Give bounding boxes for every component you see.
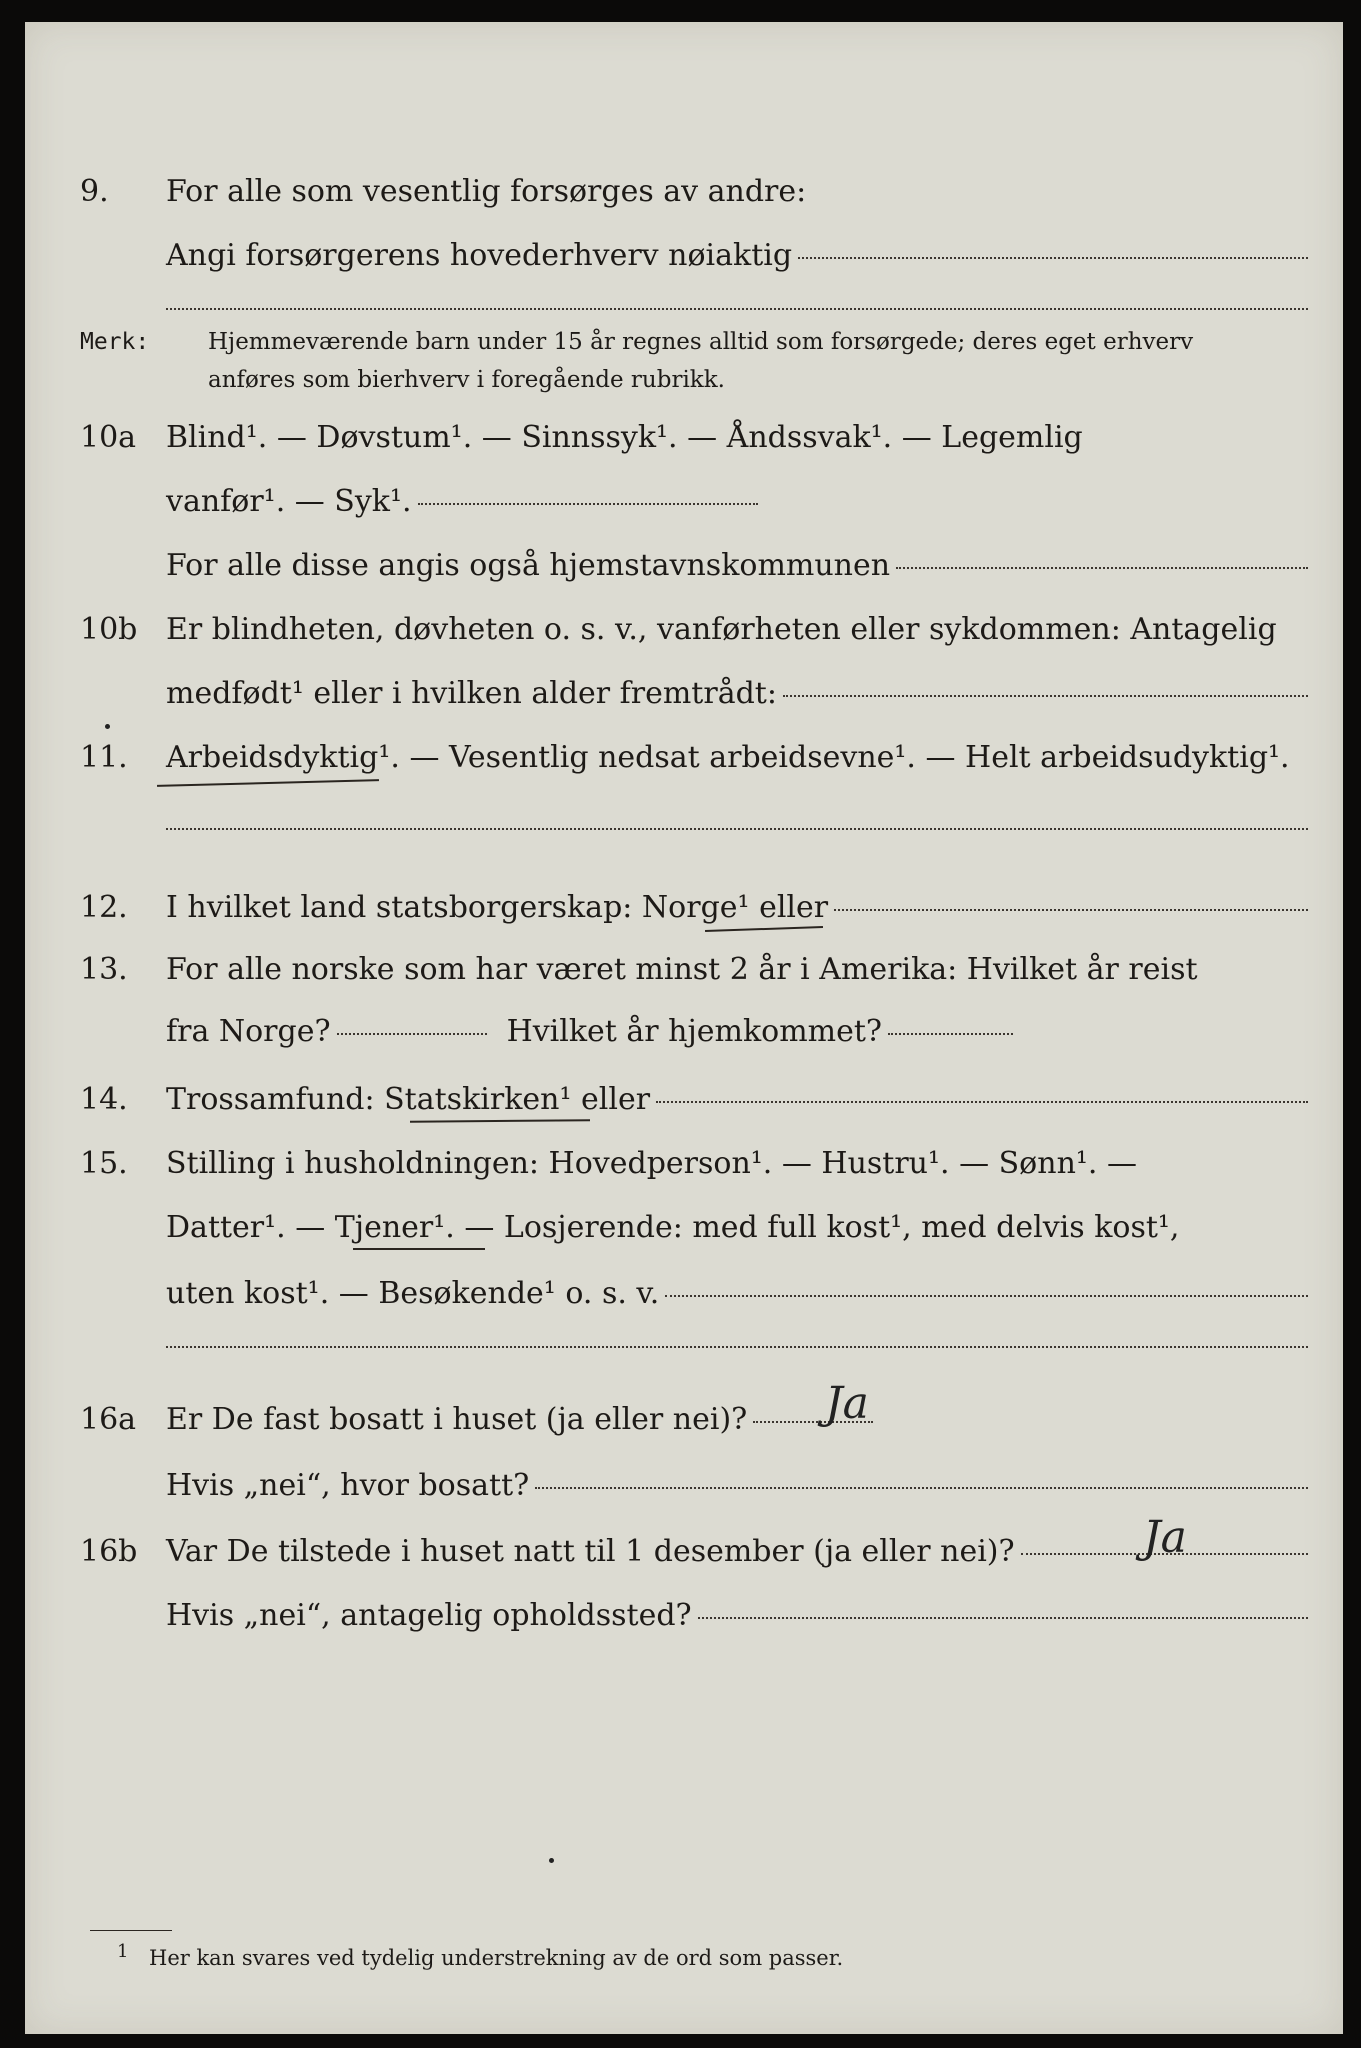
- q9-question: For alle som vesentlig forsørges av andre:: [166, 174, 807, 209]
- q11-number: 11.: [80, 740, 128, 775]
- stray-pencil-mark: [549, 1858, 554, 1863]
- q15-answer-line[interactable]: [665, 1295, 1308, 1297]
- q12-row-1: [25, 884, 1343, 932]
- q11-answer-line[interactable]: [166, 828, 1308, 830]
- q10a-hometown-question: For alle disse angis også hjemstavnskommunen: [166, 548, 891, 583]
- q12-number: 12.: [80, 890, 128, 925]
- q16a-number: 16a: [80, 1402, 137, 1437]
- q10a-options: Blind¹. — Døvstum¹. — Sinnssyk¹. — Åndssvak¹. — Legemlig: [166, 420, 1083, 455]
- q13-return-line[interactable]: [888, 1033, 1013, 1035]
- census-form-page: [25, 22, 1343, 2034]
- q15-options-cont: Datter¹. — Tjener¹. — Losjerende: med full kost¹, med delvis kost¹,: [166, 1210, 1180, 1245]
- q9-answer-line[interactable]: [798, 257, 1308, 259]
- q10b-question: Er blindheten, døvheten o. s. v., vanførheten eller sykdommen: Antagelig: [166, 612, 1277, 647]
- q16a-row-2: [25, 1462, 1343, 1510]
- merk-line-2: anføres som bierhverv i foregående rubrikk.: [208, 367, 725, 393]
- merk-label: Merk:: [80, 329, 150, 355]
- q16b-row-2: [25, 1592, 1343, 1640]
- q10b-number: 10b: [80, 612, 138, 647]
- q9-row-1: [25, 168, 1343, 216]
- q10a-row-2: [25, 478, 1343, 526]
- q9-row-2: [25, 232, 1343, 280]
- q13-return-question: Hvilket år hjemkommet?: [506, 1014, 883, 1049]
- q10b-subquestion: medfødt¹ eller i hvilken alder fremtrådt:: [166, 676, 777, 711]
- q16b-question: Var De tilstede i huset natt til 1 desember (ja eller nei)?: [166, 1534, 1015, 1569]
- q13-question: For alle norske som har været minst 2 år i Amerika: Hvilket år reist: [166, 952, 1198, 987]
- q13-number: 13.: [80, 952, 128, 987]
- q16b-subquestion: Hvis „nei“, antagelig opholdssted?: [166, 1598, 692, 1633]
- q10a-row-3: [25, 542, 1343, 590]
- q12-question: I hvilket land statsborgerskap: Norge¹ eller: [166, 890, 829, 925]
- q10a-options-cont: vanfør¹. — Syk¹.: [166, 484, 412, 519]
- q16a-question: Er De fast bosatt i huset (ja eller nei)?: [166, 1402, 748, 1437]
- q10a-hometown-line[interactable]: [896, 567, 1308, 569]
- footnote-mark: 1: [117, 1941, 129, 1962]
- q10a-row-1: [25, 414, 1343, 462]
- q10b-row-1: [25, 606, 1343, 654]
- q11-options: Arbeidsdyktig¹. — Vesentlig nedsat arbeidsevne¹. — Helt arbeidsudyktig¹.: [166, 740, 1290, 775]
- q14-question: Trossamfund: Statskirken¹ eller: [166, 1082, 651, 1117]
- q15-options-end: uten kost¹. — Besøkende¹ o. s. v.: [166, 1276, 660, 1311]
- q10b-answer-line[interactable]: [783, 695, 1308, 697]
- q15-answer-line-2[interactable]: [166, 1346, 1308, 1348]
- q15-handwritten-underline: [353, 1248, 485, 1250]
- q12-answer-line[interactable]: [834, 909, 1308, 911]
- q10b-row-2: [25, 670, 1343, 718]
- q9-number: 9.: [80, 174, 109, 209]
- footnote-text: Her kan svares ved tydelig understrekning av de ord som passer.: [149, 1946, 844, 1970]
- q14-number: 14.: [80, 1082, 128, 1117]
- q15-row-2: [25, 1204, 1343, 1252]
- q15-options: Stilling i husholdningen: Hovedperson¹. — Hustru¹. — Sønn¹. —: [166, 1146, 1137, 1181]
- q13-row-1: [25, 946, 1343, 994]
- q10a-answer-line[interactable]: [418, 503, 758, 505]
- q9-subquestion: Angi forsørgerens hovederhverv nøiaktig: [166, 238, 793, 273]
- merk-line-1: Hjemmeværende barn under 15 år regnes alltid som forsørgede; deres eget erhverv: [208, 329, 1194, 355]
- q16b-whereabouts-line[interactable]: [698, 1617, 1308, 1619]
- q13-departure-question: fra Norge?: [166, 1014, 331, 1049]
- q16a-row-1: [25, 1396, 1343, 1444]
- q15-row-3: [25, 1270, 1343, 1318]
- q14-answer-line[interactable]: [656, 1101, 1308, 1103]
- q16a-subquestion: Hvis „nei“, hvor bosatt?: [166, 1468, 530, 1503]
- q9-answer-line-2[interactable]: [166, 308, 1308, 310]
- q15-number: 15.: [80, 1146, 128, 1181]
- q16a-residence-line[interactable]: [535, 1487, 1308, 1489]
- q15-row-1: [25, 1140, 1343, 1188]
- q14-row-1: [25, 1076, 1343, 1124]
- q11-row-1: [25, 734, 1343, 782]
- pencil-dot: [105, 724, 110, 729]
- q16b-number: 16b: [80, 1534, 138, 1569]
- q16a-handwritten-answer: Ja: [825, 1378, 869, 1429]
- q10a-number: 10a: [80, 420, 137, 455]
- q16b-handwritten-answer: Ja: [1143, 1512, 1187, 1563]
- footnote-separator: [90, 1930, 172, 1931]
- q13-row-2: [25, 1008, 1343, 1056]
- q13-departure-line[interactable]: [337, 1033, 487, 1035]
